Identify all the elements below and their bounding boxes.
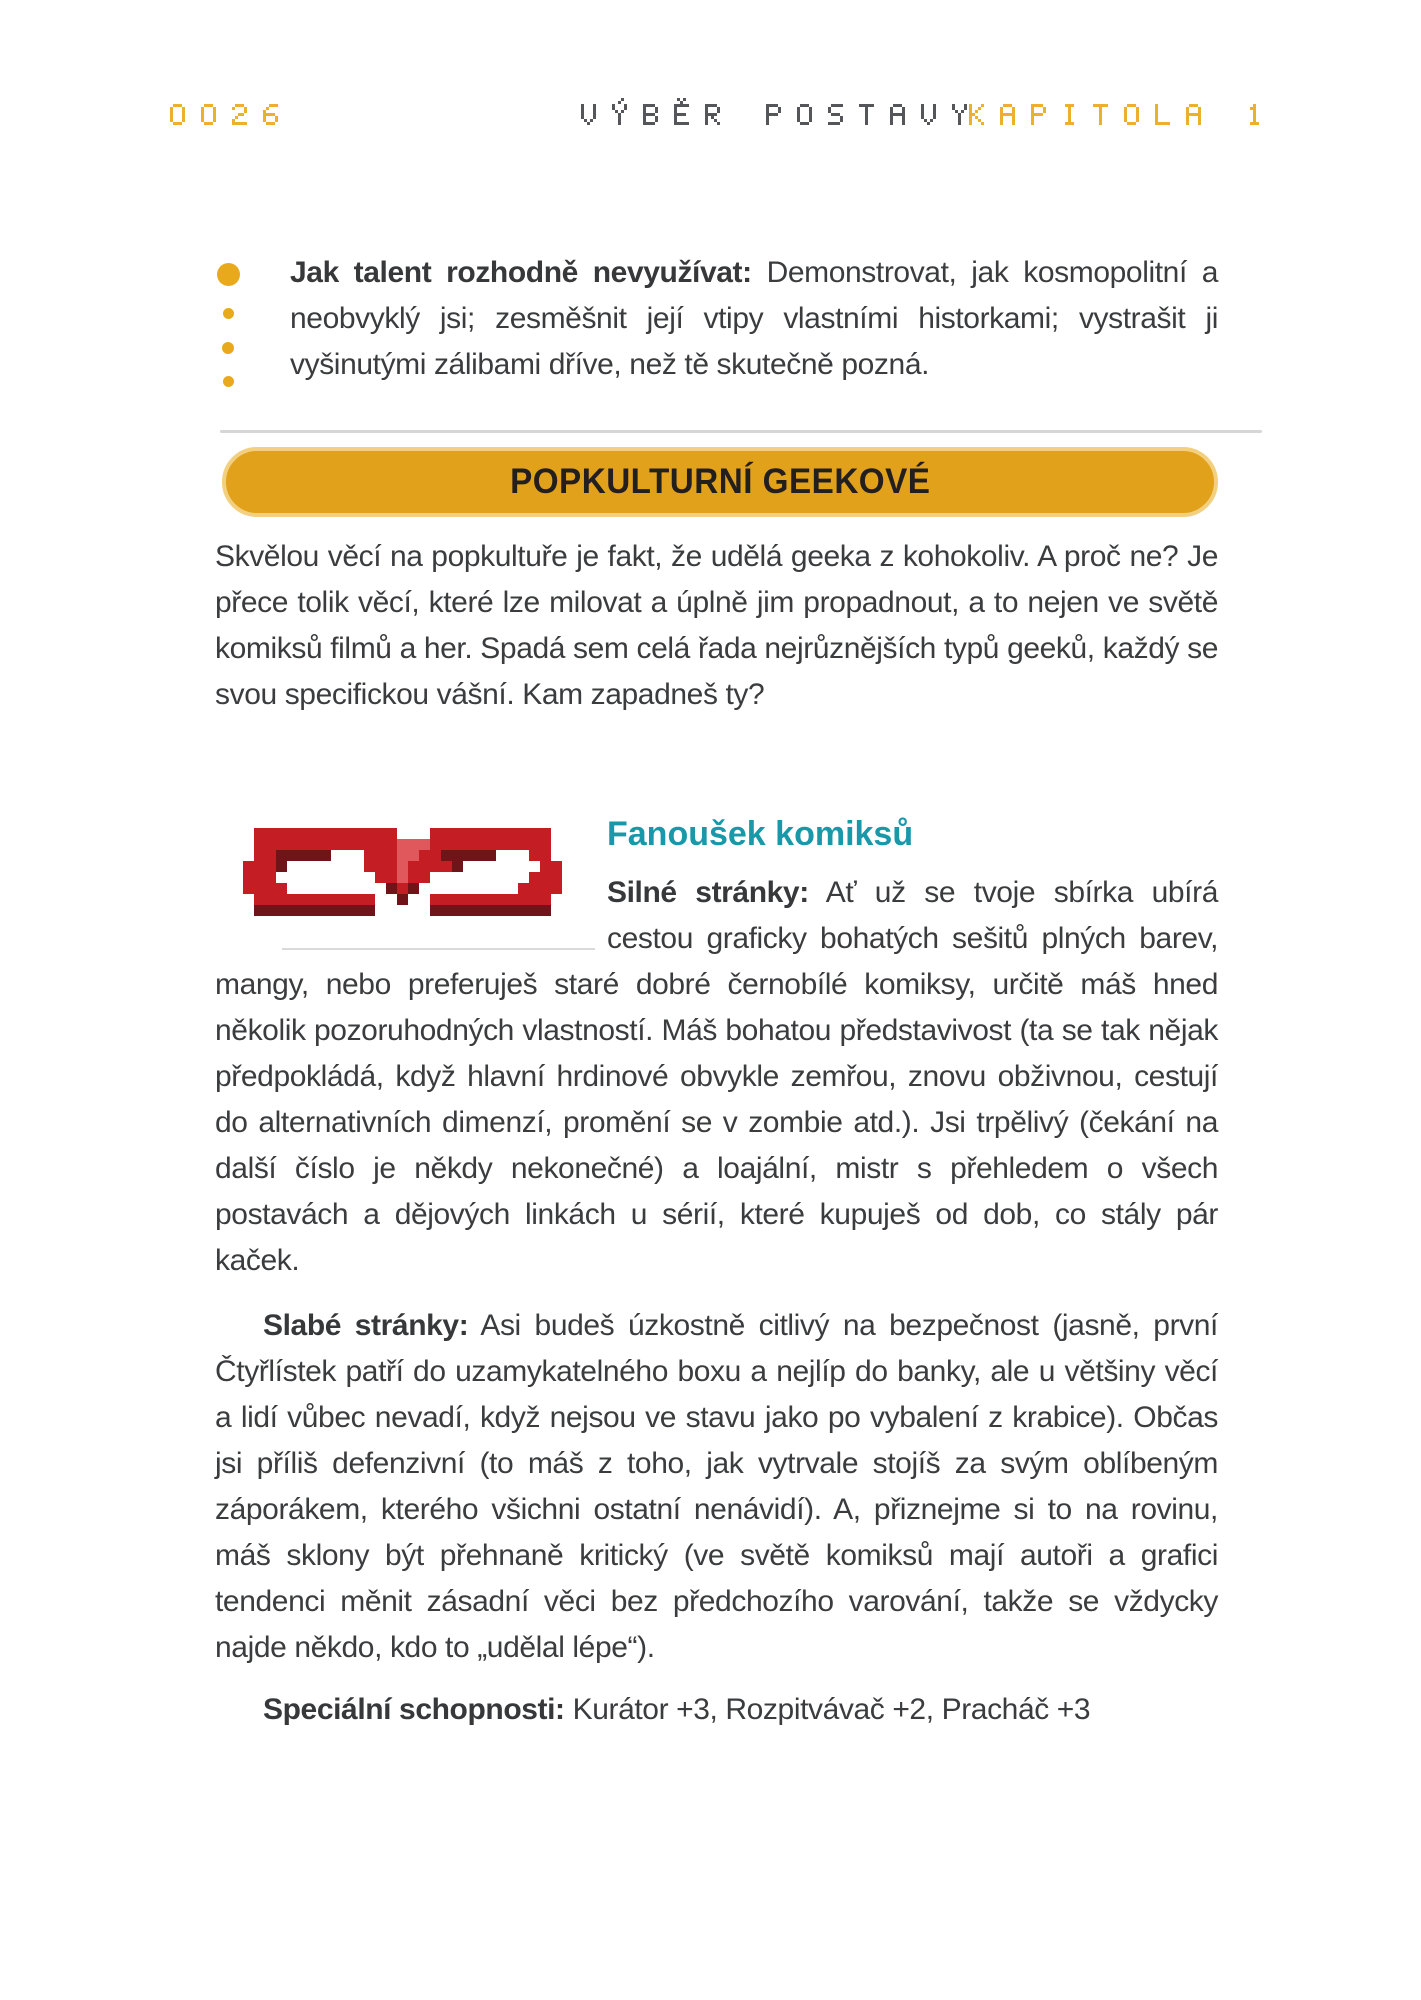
section-banner-label: POPKULTURNÍ GEEKOVÉ (509, 462, 931, 501)
page-title (581, 98, 967, 125)
bullet-item-lead: Jak talent rozhodně nevyužívat: (290, 256, 752, 289)
bullet-dot-small (222, 342, 234, 354)
weaknesses-text: Asi budeš úzkostně citlivý na bezpečnost (jasně, první Čtyřlístek patří do uzamykatelného boxu a nejlíp do banky, ale u většiny věcí a lidí vůbec nevadí, když nejsou ve stavu jako po vybalení z krabice). Občas jsi příliš defenzivní (to máš z toho, jak vytrvale stojíš za svým oblíbeným záporákem, kterého všichni ostatní nenávidí). A, přiznejme si to na rovinu, máš sklony být přehnaně kritický (ve světě komiksů mají autoři a grafici tendenci měnit zásadní věci bez předchozího varování, takže se vždycky najde někdo, kdo to „udělal lépe“). (215, 1309, 1218, 1664)
abilities-text: Kurátor +3, Rozpitvávač +2, Pracháč +3 (564, 1693, 1091, 1726)
figure-underline (282, 948, 595, 950)
strengths-text: Ať už se tvoje sbírka ubírá cestou graficky bohatých sešitů plných barev, mangy, nebo preferuješ staré dobré černobílé komiksy, určitě máš hned několik pozoruhodných vlastností. Máš bohatou představivost (ta se tak nějak předpokládá, když hlavní hrdinové obvykle zemřou, znovu obživnou, cestují do alternativních dimenzí, promění se v zombie atd.). Jsi trpělivý (čekání na další číslo je někdy nekonečné) a loajální, mistr s přehledem o všech postavách a dějových linkách u sérií, které kupuješ od dob, co stály pár kaček. (215, 876, 1218, 1277)
intro-paragraph: Skvělou věcí na popkultuře je fakt, že udělá geeka z kohokoliv. A proč ne? Je přece tolik věcí, které lze milovat a úplně jim propadnout, a to nejen ve světě komiksů filmů a her. Spadá sem celá řada nejrůznějších typů geeků, každý se svou specifickou vášní. Kam zapadneš ty? (215, 540, 1218, 711)
bullet-dot-small (223, 308, 234, 319)
weaknesses-paragraph (215, 1303, 1218, 1671)
chapter-label (969, 98, 1262, 125)
abilities-label: Speciální schopnosti: (263, 1693, 565, 1726)
bullet-dot-large (217, 263, 240, 286)
section-banner (222, 447, 1218, 517)
pixel-glasses-icon (243, 828, 562, 916)
bullet-dot-small (223, 376, 234, 387)
strengths-label: Silné stránky: (607, 876, 809, 909)
character-details (215, 1303, 1218, 1733)
weaknesses-label: Slabé stránky: (263, 1309, 469, 1342)
bullet-item-text: Demonstrovat, jak kosmopolitní a neobvyklý jsi; zesměšnit její vtipy vlastními historkami; vystrašit ji vyšinutými zálibami dříve, než tě skutečně pozná. (290, 256, 1218, 381)
character-heading: Fanoušek komiksů (607, 815, 914, 853)
abilities-paragraph (215, 1687, 1218, 1733)
bullet-list-item (290, 250, 1218, 388)
glasses-figure (215, 810, 607, 955)
character-section (215, 810, 1218, 1284)
banner-shadow-line (220, 430, 1262, 433)
page-number (170, 98, 278, 125)
